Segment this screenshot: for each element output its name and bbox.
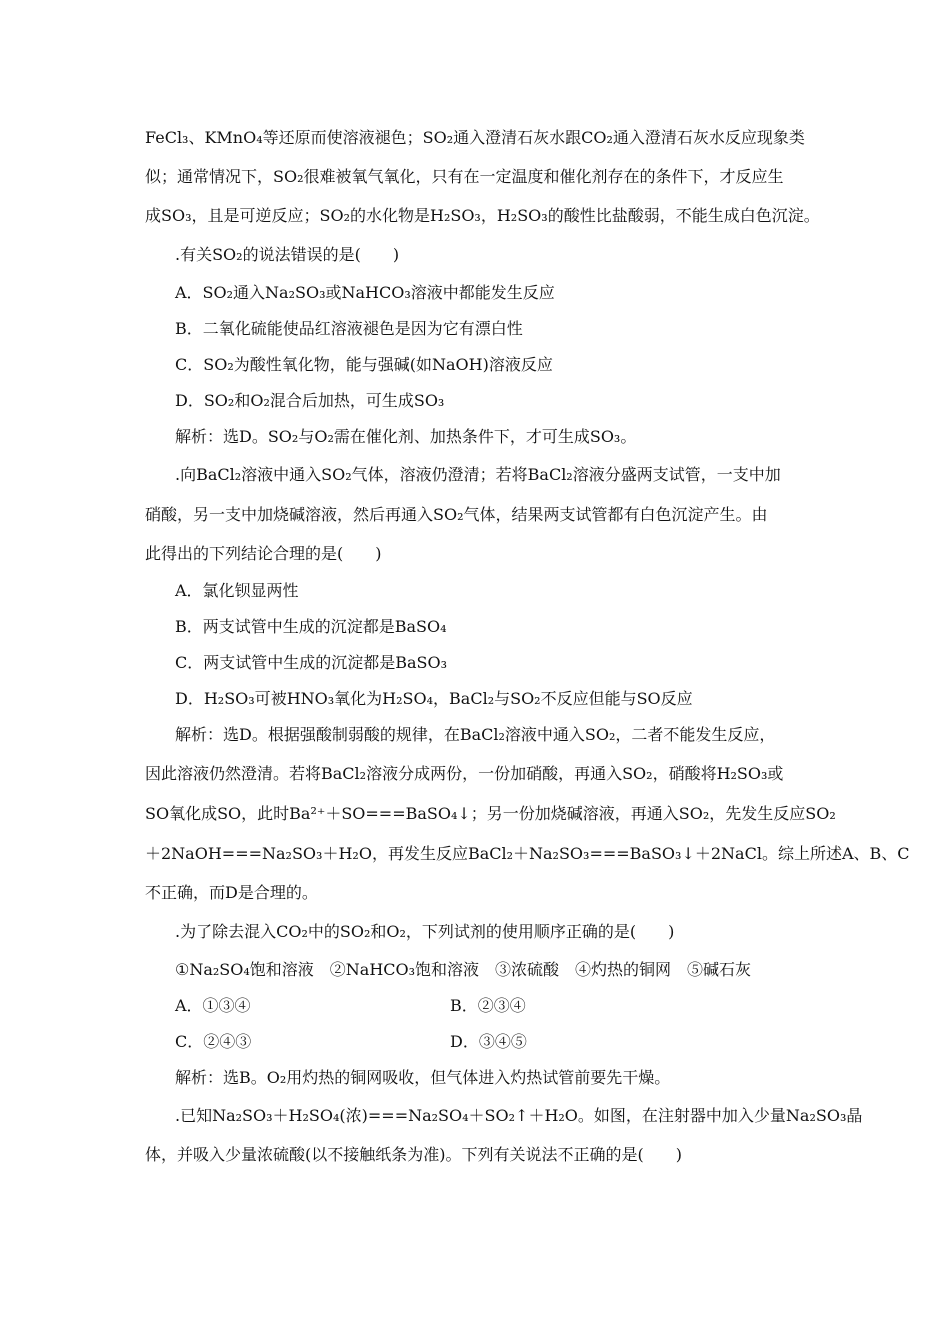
- option-a: A．SO₂通入Na₂SO₃或NaHCO₃溶液中都能发生反应: [175, 283, 555, 302]
- text-line: 硝酸，另一支中加烧碱溶液，然后再通入SO₂气体，结果两支试管都有白色沉淀产生。由: [145, 505, 768, 524]
- question-3: .为了除去混入CO₂中的SO₂和O₂，下列试剂的使用顺序正确的是( ): [175, 922, 675, 941]
- text-line: 此得出的下列结论合理的是( ): [145, 544, 382, 563]
- option-b: B．②③④: [450, 996, 526, 1015]
- text-line: 体，并吸入少量浓硫酸(以不接触纸条为准)。下列有关说法不正确的是( ): [145, 1145, 682, 1164]
- reagent-list: ①Na₂SO₄饱和溶液 ②NaHCO₃饱和溶液 ③浓硫酸 ④灼热的铜网 ⑤碱石灰: [175, 960, 752, 979]
- option-b: B．两支试管中生成的沉淀都是BaSO₄: [175, 617, 447, 636]
- answer-3: 解析：选B。O₂用灼热的铜网吸收，但气体进入灼热试管前要先干燥。: [175, 1068, 671, 1087]
- text-line: 成SO₃，且是可逆反应；SO₂的水化物是H₂SO₃，H₂SO₃的酸性比盐酸弱，不能生成白色沉淀。: [145, 206, 820, 225]
- text-line: ＋2NaOH===Na₂SO₃＋H₂O，再发生反应BaCl₂＋Na₂SO₃===BaSO₃↓＋2NaCl。综上所述A、B、C: [145, 844, 910, 863]
- option-a: A．①③④: [175, 996, 251, 1015]
- option-d: D．③④⑤: [450, 1032, 527, 1051]
- question-1: .有关SO₂的说法错误的是( ): [175, 245, 400, 264]
- text-line: 似；通常情况下，SO₂很难被氧气氧化，只有在一定温度和催化剂存在的条件下，才反应生: [145, 167, 784, 186]
- text-line: 因此溶液仍然澄清。若将BaCl₂溶液分成两份，一份加硝酸，再通入SO₂，硝酸将H₂SO₃或: [145, 764, 784, 783]
- text-line: FeCl₃、KMnO₄等还原而使溶液褪色；SO₂通入澄清石灰水跟CO₂通入澄清石灰水反应现象类: [145, 128, 805, 147]
- option-c: C．②④③: [175, 1032, 252, 1051]
- text-line: 不正确，而D是合理的。: [145, 883, 318, 902]
- question-4: .已知Na₂SO₃＋H₂SO₄(浓)===Na₂SO₄＋SO₂↑＋H₂O。如图，在注射器中加入少量Na₂SO₃晶: [175, 1106, 863, 1125]
- text-line: SO氧化成SO，此时Ba²⁺＋SO===BaSO₄↓；另一份加烧碱溶液，再通入SO₂，先发生反应SO₂: [145, 804, 836, 823]
- answer-1: 解析：选D。SO₂与O₂需在催化剂、加热条件下，才可生成SO₃。: [175, 427, 637, 446]
- answer-2: 解析：选D。根据强酸制弱酸的规律，在BaCl₂溶液中通入SO₂，二者不能发生反应，: [175, 725, 776, 744]
- option-d: D．H₂SO₃可被HNO₃氧化为H₂SO₄，BaCl₂与SO₂不反应但能与SO反应: [175, 689, 693, 708]
- option-d: D．SO₂和O₂混合后加热，可生成SO₃: [175, 391, 445, 410]
- option-c: C．两支试管中生成的沉淀都是BaSO₃: [175, 653, 448, 672]
- option-b: B．二氧化硫能使品红溶液褪色是因为它有漂白性: [175, 319, 523, 338]
- option-a: A．氯化钡显两性: [175, 581, 299, 600]
- option-c: C．SO₂为酸性氧化物，能与强碱(如NaOH)溶液反应: [175, 355, 553, 374]
- question-2: .向BaCl₂溶液中通入SO₂气体，溶液仍澄清；若将BaCl₂溶液分盛两支试管，一支中加: [175, 465, 781, 484]
